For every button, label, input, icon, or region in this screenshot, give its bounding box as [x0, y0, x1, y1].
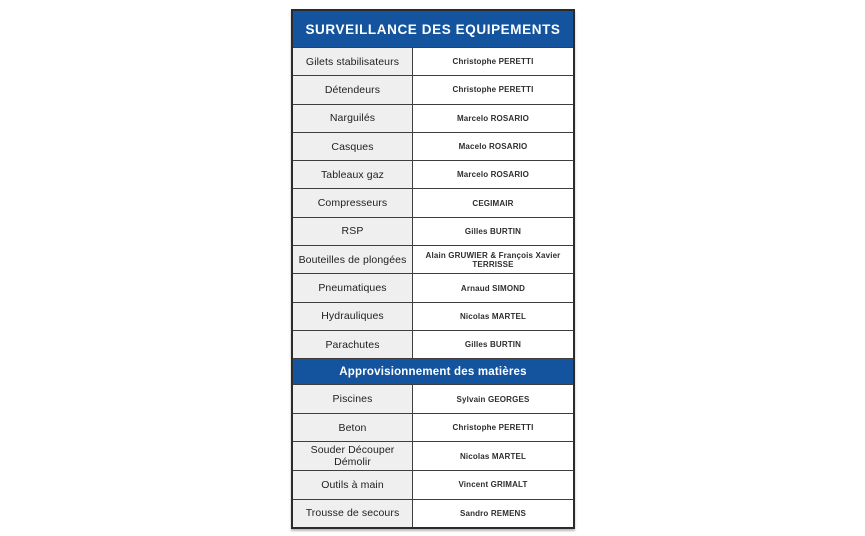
- equipment-surveillance-table: [291, 9, 575, 529]
- section1-rows: [293, 47, 573, 358]
- equipment-cell: Beton: [293, 414, 413, 442]
- table-row: [293, 132, 573, 160]
- responsible-cell: Christophe PERETTI: [413, 414, 573, 442]
- equipment-cell: RSP: [293, 218, 413, 245]
- equipment-cell: Bouteilles de plongées: [293, 246, 413, 273]
- equipment-cell: Gilets stabilisateurs: [293, 48, 413, 75]
- equipment-cell: Casques: [293, 133, 413, 160]
- table-row: [293, 470, 573, 499]
- table-row: [293, 302, 573, 330]
- responsible-cell: Sylvain GEORGES: [413, 385, 573, 413]
- table-row: [293, 188, 573, 216]
- table-row: [293, 384, 573, 413]
- equipment-cell: Trousse de secours: [293, 500, 413, 528]
- responsible-cell: Gilles BURTIN: [413, 218, 573, 245]
- responsible-cell: Christophe PERETTI: [413, 76, 573, 103]
- equipment-cell: Détendeurs: [293, 76, 413, 103]
- equipment-cell: Piscines: [293, 385, 413, 413]
- equipment-cell: Pneumatiques: [293, 274, 413, 301]
- responsible-cell: Macelo ROSARIO: [413, 133, 573, 160]
- responsible-cell: Marcelo ROSARIO: [413, 105, 573, 132]
- equipment-cell: Parachutes: [293, 331, 413, 358]
- table-row: [293, 160, 573, 188]
- responsible-cell: Christophe PERETTI: [413, 48, 573, 75]
- section2-title: Approvisionnement des matières: [293, 358, 573, 384]
- table-row: [293, 75, 573, 103]
- table-row: [293, 104, 573, 132]
- responsible-cell: Marcelo ROSARIO: [413, 161, 573, 188]
- section2-rows: [293, 384, 573, 527]
- responsible-cell: Arnaud SIMOND: [413, 274, 573, 301]
- responsible-cell: CEGIMAIR: [413, 189, 573, 216]
- equipment-cell: Compresseurs: [293, 189, 413, 216]
- table-row: [293, 245, 573, 273]
- responsible-cell: Sandro REMENS: [413, 500, 573, 528]
- responsible-cell: Gilles BURTIN: [413, 331, 573, 358]
- table-title: SURVEILLANCE DES EQUIPEMENTS: [293, 11, 573, 47]
- responsible-cell: Vincent GRIMALT: [413, 471, 573, 499]
- table-row: [293, 330, 573, 358]
- equipment-cell: Outils à main: [293, 471, 413, 499]
- responsible-cell: Nicolas MARTEL: [413, 303, 573, 330]
- table-row: [293, 441, 573, 470]
- table-row: [293, 499, 573, 528]
- table-row: [293, 47, 573, 75]
- table-row: [293, 217, 573, 245]
- equipment-cell: Tableaux gaz: [293, 161, 413, 188]
- responsible-cell: Nicolas MARTEL: [413, 442, 573, 470]
- table-row: [293, 413, 573, 442]
- responsible-cell: Alain GRUWIER & François Xavier TERRISSE: [413, 246, 573, 273]
- table-row: [293, 273, 573, 301]
- equipment-cell: Souder Découper Démolir: [293, 442, 413, 470]
- equipment-cell: Narguilés: [293, 105, 413, 132]
- equipment-cell: Hydrauliques: [293, 303, 413, 330]
